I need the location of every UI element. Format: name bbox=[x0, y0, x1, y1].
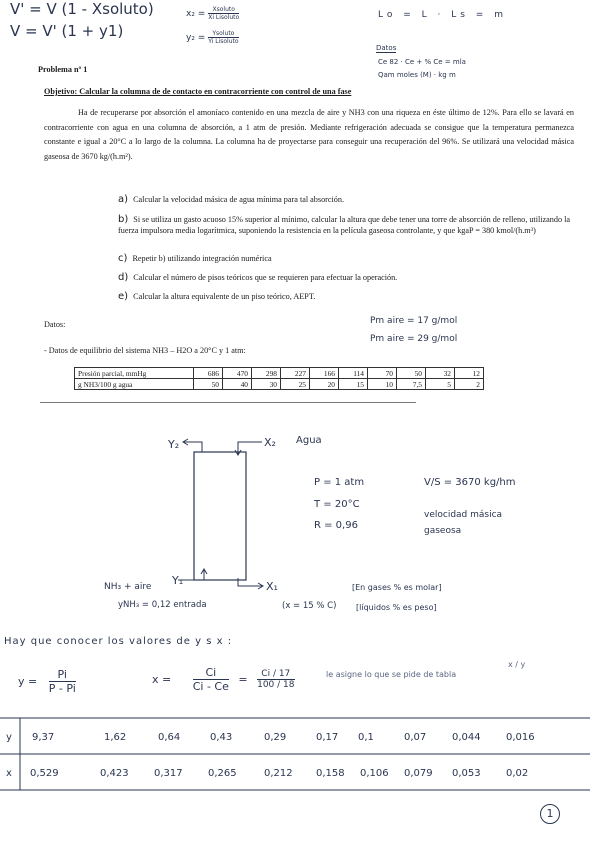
condition-recovery: R = 0,96 bbox=[314, 520, 358, 531]
question-a bbox=[118, 194, 588, 205]
handwritten-datos-line-1: Ce 82 · Ce + % Ce = mla bbox=[378, 58, 466, 66]
question-d-text: Calcular el número de pisos teóricos que se requieren para efectuar la operación. bbox=[133, 273, 398, 282]
question-b-label: b) bbox=[118, 214, 129, 225]
page-number bbox=[540, 804, 560, 824]
label-y1: Y₁ bbox=[172, 574, 184, 587]
table-cell: 25 bbox=[281, 379, 310, 390]
x-substituted-numerator: Ci / 17 bbox=[257, 669, 294, 680]
table-cell: 5 bbox=[426, 379, 455, 390]
y-equation-lhs: y = bbox=[18, 675, 38, 688]
handwritten-datos-line-2: Qam moles (M) · kg m bbox=[378, 71, 456, 79]
table-row bbox=[75, 368, 484, 379]
table-cell: 298 bbox=[252, 368, 281, 379]
label-x2: X₂ bbox=[264, 436, 276, 449]
table-cell: 114 bbox=[339, 368, 368, 379]
table-cell: 20 bbox=[310, 379, 339, 390]
separator-line bbox=[40, 402, 416, 403]
x-lhs: x₂ = bbox=[186, 9, 206, 19]
label-fraction-note: (x = 15 % C) bbox=[282, 601, 337, 611]
assignment-note: le asigne lo que se pide de tabla bbox=[326, 670, 457, 679]
handwritten-right-relation: Lo = L · Ls = m bbox=[378, 10, 507, 20]
handwritten-equation-1: V' = V (1 - Xsoluto) bbox=[10, 0, 154, 18]
label-agua: Agua bbox=[296, 435, 322, 446]
x-equation-numerator: Ci bbox=[193, 666, 229, 680]
table-cell: 15 bbox=[339, 379, 368, 390]
table-cell: 0,265 bbox=[208, 768, 237, 779]
handwritten-x-definition bbox=[186, 6, 239, 21]
y-equation bbox=[18, 668, 76, 695]
equilibrium-table bbox=[74, 367, 484, 390]
liquid-inlet-arrow bbox=[235, 442, 262, 455]
values-heading: Hay que conocer los valores de y s x : bbox=[4, 636, 233, 647]
table-cell: 1,62 bbox=[104, 732, 127, 743]
table-cell: 0,07 bbox=[404, 732, 427, 743]
column-body bbox=[194, 452, 246, 580]
table-cell: 0,29 bbox=[264, 732, 287, 743]
handwritten-pm-1: Pm aire = 17 g/mol bbox=[370, 316, 458, 326]
question-e bbox=[118, 291, 588, 302]
table-cell: 10 bbox=[368, 379, 397, 390]
condition-gas-velocity: V/S = 3670 kg/hm bbox=[424, 477, 516, 488]
y-den: Yi Lisoluto bbox=[208, 38, 239, 45]
label-mezcla: NH₃ + aire bbox=[104, 582, 152, 592]
question-e-text: Calcular la altura equivalente de un piso teórico, AEPT. bbox=[133, 292, 316, 301]
question-c-text: Repetir b) utilizando integración numérica bbox=[132, 254, 272, 263]
y-num: Ysoluto bbox=[208, 30, 238, 38]
table-cell: 70 bbox=[368, 368, 397, 379]
handwritten-pm-2: Pm aire = 29 g/mol bbox=[370, 334, 458, 344]
table-cell: 0,044 bbox=[452, 732, 481, 743]
problem-statement: Ha de recuperarse por absorción el amoníaco contenido en una mezcla de aire y NH3 con una riqueza en éste último de 12%. Para ello se lavará en contracorriente con agua en una columna de absorción, a 1 atm de presión. Mediante refrigeración adecuada se consigue que la temperatura permanezca constante e igual a 20°C a lo largo de la columna. La columna ha de proyectarse para conseguir una recuperación del 96%. Se utilizará una velocidad másica gaseosa de 3670 kg/(h.m²). bbox=[44, 108, 574, 161]
x-equation: x = $\frac{Ci}{Ci - Ce}$ = $\frac{Ci / 17}{100 / 18}$ bbox=[152, 666, 295, 693]
absorption-column-diagram bbox=[150, 430, 290, 600]
gas-outlet-arrow bbox=[183, 439, 202, 452]
y-lhs: y₂ = bbox=[186, 33, 206, 43]
question-b-text: Si se utiliza un gasto acuoso 15% superior al mínimo, calcular la altura que debe tener una torre de absorción de relleno, utilizando la fuerza impulsora media logarítmica, suponiendo la resistencia en la película gaseosa controlante, y que kgaP = 380 kmol/(h.m³) bbox=[118, 215, 571, 235]
table-cell: 0,106 bbox=[360, 768, 389, 779]
table-cell: 30 bbox=[252, 379, 281, 390]
y-equation-numerator: Pi bbox=[49, 668, 76, 682]
handwritten-y-definition bbox=[186, 30, 239, 45]
question-a-label: a) bbox=[118, 194, 129, 205]
table-cell: 227 bbox=[281, 368, 310, 379]
table-cell: 2 bbox=[455, 379, 484, 390]
table-cell: 0,17 bbox=[316, 732, 339, 743]
table-cell: 32 bbox=[426, 368, 455, 379]
condition-pressure: P = 1 atm bbox=[314, 477, 365, 488]
question-a-text: Calcular la velocidad másica de agua mínima para tal absorción. bbox=[133, 195, 345, 204]
result-table-lines bbox=[0, 716, 590, 792]
table-cell: 50 bbox=[397, 368, 426, 379]
x-equation-lhs: x = bbox=[152, 673, 172, 686]
problem-objective: Objetivo: Calcular la columna de de contacto en contracorriente con control de una fase bbox=[44, 87, 352, 96]
row-label-concentration: g NH3/100 g agua bbox=[75, 379, 194, 390]
y-equation-denominator: P - Pi bbox=[48, 682, 76, 695]
table-cell: 40 bbox=[223, 379, 252, 390]
table-cell: 50 bbox=[194, 379, 223, 390]
table-cell: 0,1 bbox=[358, 732, 374, 743]
table-cell: 0,317 bbox=[154, 768, 183, 779]
handwritten-datos-label: Datos bbox=[376, 44, 397, 52]
x-num: Xsoluto bbox=[208, 6, 239, 14]
question-d bbox=[118, 272, 588, 283]
page-number-text: 1 bbox=[546, 807, 554, 820]
table-cell: 12 bbox=[455, 368, 484, 379]
table-cell: 0,053 bbox=[452, 768, 481, 779]
datos-heading: Datos: bbox=[44, 320, 66, 329]
table-cell: 686 bbox=[194, 368, 223, 379]
table-cell: 0,529 bbox=[30, 768, 59, 779]
question-c-label: c) bbox=[118, 253, 128, 264]
handwritten-equation-2: V = V' (1 + y1) bbox=[10, 22, 124, 40]
table-cell: 0,212 bbox=[264, 768, 293, 779]
fraction-note: x / y bbox=[508, 660, 526, 669]
table-cell: 0,64 bbox=[158, 732, 181, 743]
x-den: Xi Lisoluto bbox=[208, 14, 240, 21]
table-cell: 0,423 bbox=[100, 768, 129, 779]
table-cell: 0,43 bbox=[210, 732, 233, 743]
table-cell: 0,158 bbox=[316, 768, 345, 779]
condition-temperature: T = 20°C bbox=[314, 499, 360, 510]
condition-velocity-label-2: gaseosa bbox=[424, 526, 462, 536]
note-gas-percent: [En gases % es molar] bbox=[352, 583, 442, 592]
equilibrium-title: - Datos de equilibrio del sistema NH3 – H2O a 20°C y 1 atm: bbox=[44, 346, 246, 355]
row-label-pressure: Presión parcial, mmHg bbox=[75, 368, 194, 379]
table-cell: 166 bbox=[310, 368, 339, 379]
question-b bbox=[118, 214, 588, 236]
x-substituted-denominator: 100 / 18 bbox=[257, 680, 295, 690]
table-cell: 7,5 bbox=[397, 379, 426, 390]
table-cell: 9,37 bbox=[32, 732, 55, 743]
result-row-label-x: x bbox=[6, 768, 12, 779]
problem-title: Problema nº 1 bbox=[38, 65, 88, 74]
condition-velocity-label-1: velocidad másica bbox=[424, 510, 503, 520]
question-c bbox=[118, 253, 588, 264]
result-table bbox=[0, 716, 590, 792]
question-d-label: d) bbox=[118, 272, 129, 283]
table-cell: 470 bbox=[223, 368, 252, 379]
label-x1: X₁ bbox=[266, 580, 278, 593]
question-e-label: e) bbox=[118, 291, 129, 302]
result-row-label-y: y bbox=[6, 732, 12, 743]
note-liquid-percent: [líquidos % es peso] bbox=[356, 603, 437, 612]
x-equation-denominator: Ci - Ce bbox=[192, 680, 229, 693]
table-cell: 0,02 bbox=[506, 768, 529, 779]
label-y-nh3: yNH₃ = 0,12 entrada bbox=[118, 600, 207, 610]
table-row bbox=[75, 379, 484, 390]
table-cell: 0,016 bbox=[506, 732, 535, 743]
label-y2: Y₂ bbox=[168, 438, 180, 451]
table-cell: 0,079 bbox=[404, 768, 433, 779]
